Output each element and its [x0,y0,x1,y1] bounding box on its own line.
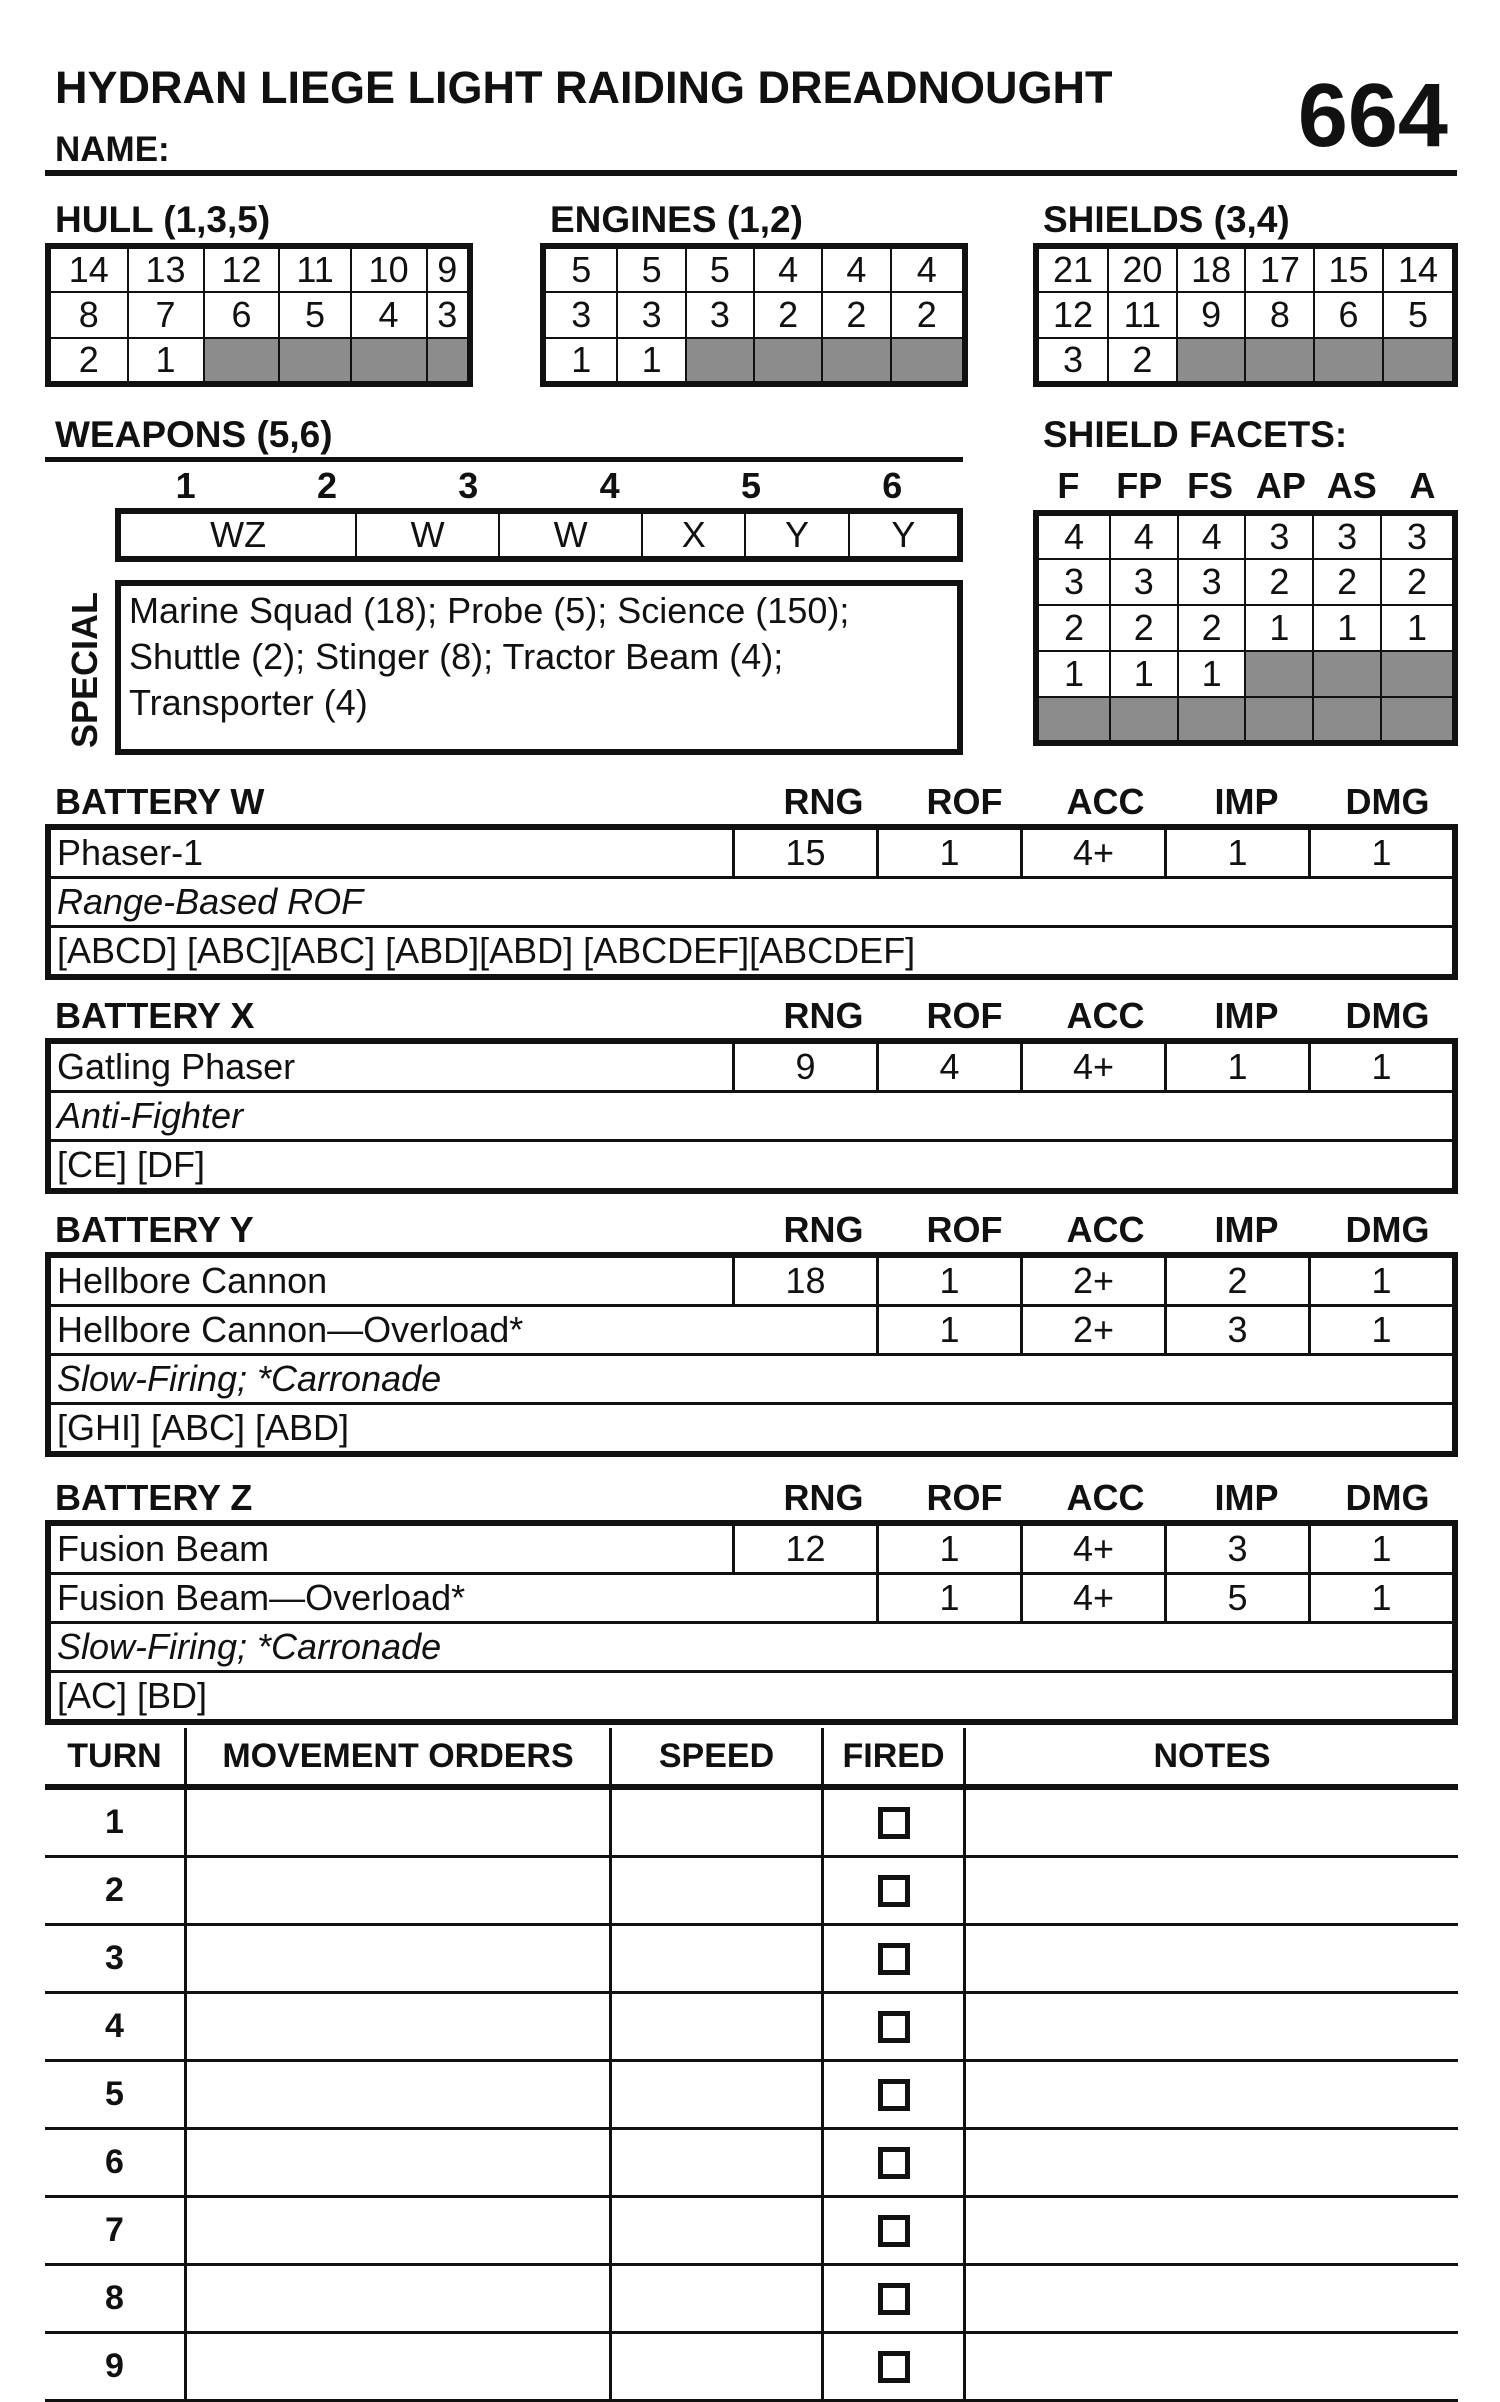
hull-box[interactable]: 10 [351,246,427,292]
hull-box[interactable]: 3 [427,292,470,338]
fired-checkbox[interactable] [878,2079,910,2111]
weapon-name: Hellbore Cannon [57,1260,328,1301]
fired-cell [824,2334,966,2399]
facet-box-disabled [1313,651,1381,697]
turn-row [45,1994,1458,2062]
notes-cell[interactable] [966,2130,1458,2195]
col-rng: RNG [783,995,864,1036]
facet-box[interactable]: 1 [1178,651,1246,697]
engine-box[interactable]: 1 [617,338,685,384]
facet-box-disabled [1245,651,1313,697]
movement-orders-cell[interactable] [187,2062,612,2127]
fired-checkbox[interactable] [878,1875,910,1907]
weapon-slot[interactable]: X [642,511,745,559]
col-dmg: DMG [1345,995,1430,1036]
turn-number: 4 [45,1994,187,2059]
facet-box[interactable]: 3 [1178,559,1246,605]
weapon-slot-number: 2 [316,465,337,506]
battery-z-name: BATTERY Z [55,1477,253,1518]
shield-box[interactable]: 2 [1108,338,1177,384]
weapon-overload-name: Fusion Beam—Overload* [57,1577,466,1618]
hull-box-disabled [279,338,350,384]
battery-y-header [45,1210,1458,1250]
engines-label: ENGINES (1,2) [550,199,803,240]
engine-box[interactable]: 5 [686,246,754,292]
col-imp: IMP [1214,1209,1279,1250]
col-fired: FIRED [824,1728,966,1784]
engine-box[interactable]: 4 [754,246,822,292]
facet-box[interactable]: 1 [1313,605,1381,651]
movement-orders-cell[interactable] [187,1926,612,1991]
battery-y [45,1252,1458,1457]
speed-cell[interactable] [612,1790,824,1855]
weapon-name: Fusion Beam [57,1528,270,1569]
col-rng: RNG [783,781,864,822]
col-dmg: DMG [1345,781,1430,822]
weapon-slots [115,508,963,562]
shield-box[interactable]: 3 [1036,338,1108,384]
hull-box[interactable]: 8 [48,292,128,338]
weapon-slot[interactable]: Y [849,511,960,559]
weapon-overload-row [51,1575,1452,1624]
fired-cell [824,1790,966,1855]
weapon-row [51,830,1452,879]
notes-cell[interactable] [966,2266,1458,2331]
movement-orders-cell[interactable] [187,2130,612,2195]
stat-rof: 1 [876,1575,1020,1621]
special-label: SPECIAL [64,591,105,748]
engine-box-disabled [686,338,754,384]
battery-x [45,1038,1458,1194]
stat-dmg: 1 [1308,1526,1452,1572]
weapon-traits: Slow-Firing; *Carronade [57,1626,442,1667]
col-acc: ACC [1066,995,1145,1036]
shield-facet-headers [1033,465,1458,507]
turn-log-header [45,1728,1458,1790]
battery-w-name: BATTERY W [55,781,265,822]
col-rng: RNG [783,1477,864,1518]
facet-box-disabled [1381,697,1455,743]
engine-box[interactable]: 3 [617,292,685,338]
col-imp: IMP [1214,1477,1279,1518]
hull-box[interactable]: 11 [279,246,350,292]
special-line: Transporter (4) [129,682,368,723]
turn-row [45,1790,1458,1858]
col-speed: SPEED [612,1728,824,1784]
stat-rng: 15 [732,830,876,876]
stat-rof: 1 [876,830,1020,876]
movement-orders-cell[interactable] [187,2198,612,2263]
stat-acc: 4+ [1020,830,1164,876]
engines-track [540,243,968,387]
weapon-name: Phaser-1 [57,832,204,873]
fired-checkbox[interactable] [878,2351,910,2383]
traits-row [51,1356,1452,1405]
shield-box[interactable]: 6 [1314,292,1383,338]
facet-box[interactable]: 2 [1245,559,1313,605]
hull-box[interactable]: 14 [48,246,128,292]
col-rng: RNG [783,1209,864,1250]
stat-rof: 1 [876,1258,1020,1304]
facet-header: FS [1187,465,1234,506]
weapon-row [51,1526,1452,1575]
facet-box[interactable]: 1 [1036,651,1110,697]
stat-imp: 2 [1164,1258,1308,1304]
hull-box[interactable]: 1 [128,338,204,384]
facet-box[interactable]: 2 [1313,559,1381,605]
arcs-row [51,1405,1452,1451]
turn-number: 9 [45,2334,187,2399]
engine-box-disabled [822,338,890,384]
shield-box[interactable]: 15 [1314,246,1383,292]
turn-number: 8 [45,2266,187,2331]
shield-box[interactable]: 14 [1383,246,1455,292]
col-rof: ROF [926,995,1003,1036]
shield-box[interactable]: 8 [1245,292,1314,338]
engine-box-disabled [754,338,822,384]
facet-box-disabled [1110,697,1178,743]
battery-w-header [45,782,1458,822]
shield-box[interactable]: 21 [1036,246,1108,292]
arcs-row [51,1142,1452,1188]
facet-box[interactable]: 1 [1381,605,1455,651]
turn-row [45,1926,1458,1994]
engine-box[interactable]: 3 [686,292,754,338]
weapon-traits: Range-Based ROF [57,881,364,922]
shield-facets-label: SHIELD FACETS: [1043,414,1348,455]
special-line: Shuttle (2); Stinger (8); Tractor Beam (4); [129,636,784,677]
col-imp: IMP [1214,995,1279,1036]
notes-cell[interactable] [966,1926,1458,1991]
speed-cell[interactable] [612,2130,824,2195]
weapon-slot-number: 1 [175,465,196,506]
turn-number: 3 [45,1926,187,1991]
shields-label: SHIELDS (3,4) [1043,199,1290,240]
stat-imp: 1 [1164,1044,1308,1090]
facet-header: A [1409,465,1436,506]
fired-cell [824,2198,966,2263]
turn-row [45,2198,1458,2266]
hull-box[interactable]: 4 [351,292,427,338]
name-label: NAME: [55,130,170,169]
col-rof: ROF [926,1209,1003,1250]
engine-box[interactable]: 5 [543,246,617,292]
facet-box[interactable]: 2 [1110,605,1178,651]
hull-box-disabled [351,338,427,384]
traits-row [51,879,1452,928]
notes-cell[interactable] [966,2198,1458,2263]
col-acc: ACC [1066,1477,1145,1518]
stat-acc: 4+ [1020,1044,1164,1090]
stat-dmg: 1 [1308,830,1452,876]
weapon-slot[interactable]: Y [745,511,848,559]
facet-box[interactable]: 4 [1178,513,1246,559]
shields-track [1033,243,1458,387]
notes-cell[interactable] [966,1790,1458,1855]
engine-box[interactable]: 5 [617,246,685,292]
engine-box[interactable]: 2 [891,292,965,338]
stat-rng: 18 [732,1258,876,1304]
weapon-row [51,1044,1452,1093]
arcs-row [51,928,1452,974]
header-rule [45,170,1457,176]
weapon-arcs: [CE] [DF] [57,1144,206,1185]
turn-row [45,2062,1458,2130]
stat-imp: 3 [1164,1307,1308,1353]
speed-cell[interactable] [612,2334,824,2399]
turn-row [45,2266,1458,2334]
movement-orders-cell[interactable] [187,2266,612,2331]
fired-cell [824,2062,966,2127]
turn-number: 5 [45,2062,187,2127]
facet-box[interactable]: 3 [1110,559,1178,605]
fired-cell [824,2130,966,2195]
traits-row [51,1093,1452,1142]
shield-box[interactable]: 11 [1108,292,1177,338]
battery-z-header [45,1478,1458,1518]
turn-number: 1 [45,1790,187,1855]
col-acc: ACC [1066,781,1145,822]
facet-header: AS [1326,465,1377,506]
facet-box[interactable]: 4 [1036,513,1110,559]
weapon-slot-number: 6 [882,465,903,506]
turn-log [45,1728,1458,2402]
movement-orders-cell[interactable] [187,1994,612,2059]
engine-box[interactable]: 2 [822,292,890,338]
fired-cell [824,1858,966,1923]
shield-box-disabled [1245,338,1314,384]
fired-checkbox[interactable] [878,2215,910,2247]
engine-box[interactable]: 2 [754,292,822,338]
weapon-name: Gatling Phaser [57,1046,296,1087]
shield-box[interactable]: 12 [1036,292,1108,338]
speed-cell[interactable] [612,2062,824,2127]
battery-w [45,824,1458,980]
weapon-slot[interactable]: W [499,511,642,559]
shield-box[interactable]: 18 [1177,246,1246,292]
hull-box[interactable]: 13 [128,246,204,292]
weapons-label: WEAPONS (5,6) [55,414,333,455]
facet-box[interactable]: 3 [1036,559,1110,605]
facet-box[interactable]: 2 [1178,605,1246,651]
special-box [115,580,963,755]
special-line: Marine Squad (18); Probe (5); Science (150); [129,590,850,631]
shield-box[interactable]: 17 [1245,246,1314,292]
engine-box[interactable]: 4 [822,246,890,292]
hull-label: HULL (1,3,5) [55,199,271,240]
shield-box-disabled [1177,338,1246,384]
facet-box[interactable]: 3 [1245,513,1313,559]
facet-box[interactable]: 1 [1245,605,1313,651]
shield-box-disabled [1383,338,1455,384]
stat-acc: 2+ [1020,1307,1164,1353]
facet-box[interactable]: 4 [1110,513,1178,559]
stat-acc: 2+ [1020,1258,1164,1304]
facet-header: AP [1255,465,1306,506]
movement-orders-cell[interactable] [187,2334,612,2399]
stat-dmg: 1 [1308,1258,1452,1304]
hull-box[interactable]: 9 [427,246,470,292]
stat-acc: 4+ [1020,1575,1164,1621]
stat-rng: 9 [732,1044,876,1090]
ship-title: HYDRAN LIEGE LIGHT RAIDING DREADNOUGHT [55,62,1113,113]
col-movement: MOVEMENT ORDERS [187,1728,612,1784]
engine-box[interactable]: 1 [543,338,617,384]
movement-orders-cell[interactable] [187,1790,612,1855]
engine-box[interactable]: 3 [543,292,617,338]
stat-rof: 1 [876,1526,1020,1572]
hull-box[interactable]: 5 [279,292,350,338]
facet-box-disabled [1036,697,1110,743]
weapon-overload-name: Hellbore Cannon—Overload* [57,1309,524,1350]
hull-box[interactable]: 7 [128,292,204,338]
speed-cell[interactable] [612,1926,824,1991]
stat-acc: 4+ [1020,1526,1164,1572]
fired-cell [824,1994,966,2059]
shield-box[interactable]: 20 [1108,246,1177,292]
speed-cell[interactable] [612,1858,824,1923]
col-rof: ROF [926,781,1003,822]
stat-imp: 5 [1164,1575,1308,1621]
battery-x-name: BATTERY X [55,995,255,1036]
col-imp: IMP [1214,781,1279,822]
stat-imp: 1 [1164,830,1308,876]
turn-number: 7 [45,2198,187,2263]
hull-box[interactable]: 2 [48,338,128,384]
stat-imp: 3 [1164,1526,1308,1572]
turn-number: 6 [45,2130,187,2195]
weapon-traits: Anti-Fighter [57,1095,244,1136]
col-rof: ROF [926,1477,1003,1518]
stat-dmg: 1 [1308,1307,1452,1353]
col-dmg: DMG [1345,1477,1430,1518]
weapon-slot-numbers [115,465,963,507]
shield-box[interactable]: 5 [1383,292,1455,338]
turn-row [45,2130,1458,2198]
weapon-arcs: [AC] [BD] [57,1675,208,1716]
shield-box-disabled [1314,338,1383,384]
fired-checkbox[interactable] [878,1943,910,1975]
shield-facets-track [1033,510,1458,746]
notes-cell[interactable] [966,2334,1458,2399]
weapon-overload-row [51,1307,1452,1356]
stat-rof: 1 [876,1307,1020,1353]
weapon-slot-number: 5 [740,465,761,506]
stat-dmg: 1 [1308,1575,1452,1621]
notes-cell[interactable] [966,1858,1458,1923]
fired-checkbox[interactable] [878,2283,910,2315]
hull-box-disabled [427,338,470,384]
ship-number: 664 [1297,66,1448,166]
speed-cell[interactable] [612,1994,824,2059]
battery-x-header [45,996,1458,1036]
weapons-rule [45,457,963,462]
facet-header: F [1057,465,1080,506]
movement-orders-cell[interactable] [187,1858,612,1923]
fired-checkbox[interactable] [878,2011,910,2043]
stat-rof: 4 [876,1044,1020,1090]
engine-box[interactable]: 4 [891,246,965,292]
facet-header: FP [1116,465,1163,506]
col-notes: NOTES [1153,1736,1271,1775]
turn-row [45,1858,1458,1926]
weapon-slot-number: 3 [458,465,479,506]
hull-box[interactable]: 6 [204,292,280,338]
facet-box[interactable]: 2 [1381,559,1455,605]
facet-box[interactable]: 3 [1381,513,1455,559]
hull-track [45,243,473,387]
engine-box-disabled [891,338,965,384]
col-dmg: DMG [1345,1209,1430,1250]
fired-checkbox[interactable] [878,1807,910,1839]
facet-box-disabled [1178,697,1246,743]
facet-box[interactable]: 1 [1110,651,1178,697]
facet-box-disabled [1313,697,1381,743]
speed-cell[interactable] [612,2266,824,2331]
weapon-traits: Slow-Firing; *Carronade [57,1358,442,1399]
turn-number: 2 [45,1858,187,1923]
arcs-row [51,1673,1452,1719]
notes-cell[interactable] [966,2062,1458,2127]
weapon-arcs: [GHI] [ABC] [ABD] [57,1407,350,1448]
facet-box-disabled [1245,697,1313,743]
battery-y-name: BATTERY Y [55,1209,254,1250]
facet-box-disabled [1381,651,1455,697]
weapon-row [51,1258,1452,1307]
stat-rng: 12 [732,1526,876,1572]
weapon-slot[interactable]: WZ [118,511,356,559]
turn-row [45,2334,1458,2402]
facet-box[interactable]: 2 [1036,605,1110,651]
fired-checkbox[interactable] [878,2147,910,2179]
fired-cell [824,1926,966,1991]
fired-cell [824,2266,966,2331]
hull-box-disabled [204,338,280,384]
traits-row [51,1624,1452,1673]
notes-cell[interactable] [966,1994,1458,2059]
stat-dmg: 1 [1308,1044,1452,1090]
speed-cell[interactable] [612,2198,824,2263]
battery-z [45,1520,1458,1725]
weapon-slot-number: 4 [599,465,620,506]
shield-box[interactable]: 9 [1177,292,1246,338]
hull-box[interactable]: 12 [204,246,280,292]
col-turn: TURN [45,1728,187,1784]
weapon-slot[interactable]: W [356,511,499,559]
weapon-arcs: [ABCD] [ABC][ABC] [ABD][ABD] [ABCDEF][ABCDEF] [57,930,916,971]
col-acc: ACC [1066,1209,1145,1250]
facet-box[interactable]: 3 [1313,513,1381,559]
